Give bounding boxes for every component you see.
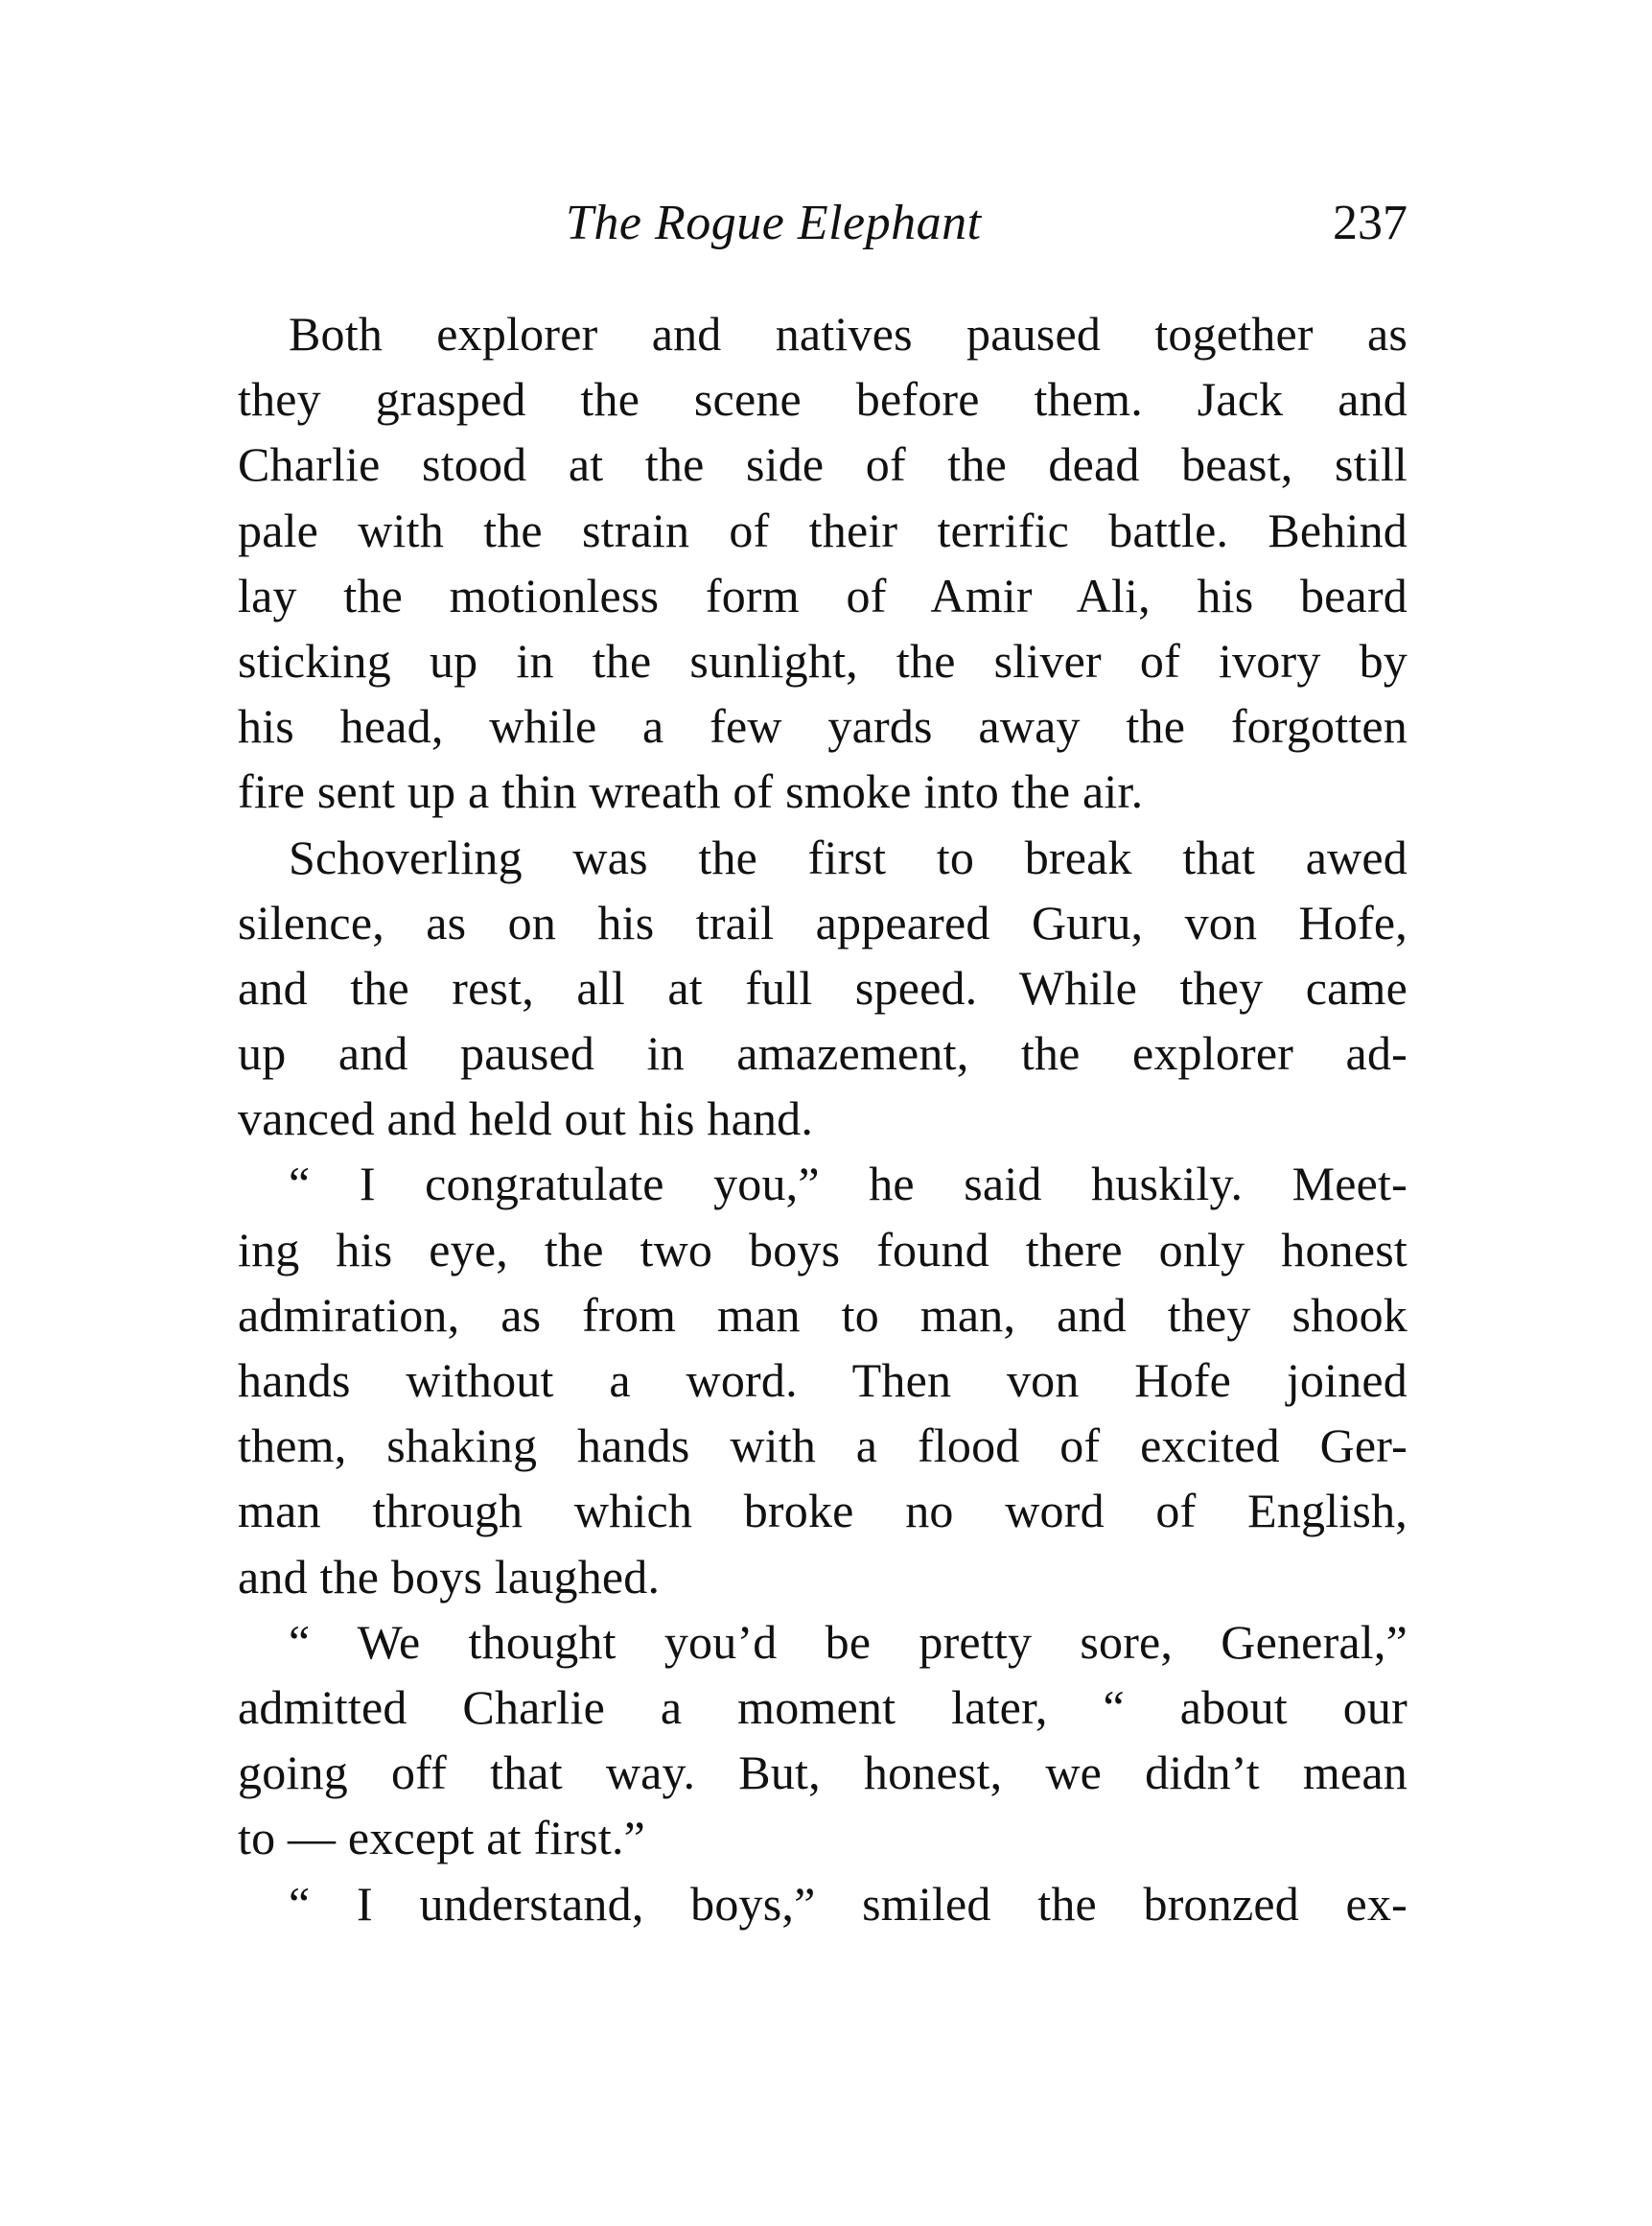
text-line: admiration, as from man to man, and they shook bbox=[238, 1287, 1408, 1342]
text-line: up and paused in amazement, the explorer ad- bbox=[238, 1026, 1408, 1081]
running-title: The Rogue Elephant bbox=[566, 196, 982, 250]
text-line: Both explorer and natives paused together as bbox=[289, 307, 1408, 361]
text-line: Charlie stood at the side of the dead beast, still bbox=[238, 437, 1408, 492]
text-line: Schoverling was the first to break that awed bbox=[289, 830, 1408, 884]
page-number: 237 bbox=[1333, 196, 1408, 250]
text-line: admitted Charlie a moment later, “ about our bbox=[238, 1679, 1408, 1734]
text-line: man through which broke no word of English, bbox=[238, 1484, 1408, 1538]
text-line: “ I congratulate you,” he said huskily. Meet- bbox=[289, 1157, 1408, 1211]
text-line: vanced and held out his hand. bbox=[238, 1091, 814, 1146]
body-text bbox=[238, 301, 1408, 1936]
text-line: “ We thought you’d be pretty sore, General,” bbox=[289, 1614, 1408, 1669]
text-line: and the rest, all at full speed. While they came bbox=[238, 960, 1408, 1015]
text-line: them, shaking hands with a flood of excited Ger- bbox=[238, 1418, 1408, 1473]
text-line: going off that way. But, honest, we didn’t mean bbox=[238, 1746, 1408, 1800]
text-line: his head, while a few yards away the forgotten bbox=[238, 699, 1408, 754]
text-line: “ I understand, boys,” smiled the bronzed ex- bbox=[289, 1876, 1408, 1931]
text-line: pale with the strain of their terrific battle. Behind bbox=[238, 503, 1408, 557]
text-line: to — except at first.” bbox=[238, 1811, 646, 1865]
text-line: hands without a word. Then von Hofe joined bbox=[238, 1353, 1408, 1407]
running-head bbox=[238, 190, 1408, 257]
text-line: fire sent up a thin wreath of smoke into the air. bbox=[238, 764, 1144, 819]
text-line: ing his eye, the two boys found there only honest bbox=[238, 1222, 1408, 1277]
text-line: sticking up in the sunlight, the sliver of ivory by bbox=[238, 633, 1408, 688]
text-line: and the boys laughed. bbox=[238, 1549, 661, 1604]
text-line: lay the motionless form of Amir Ali, his beard bbox=[238, 568, 1408, 622]
text-line: silence, as on his trail appeared Guru, von Hofe, bbox=[238, 895, 1408, 949]
text-line: they grasped the scene before them. Jack and bbox=[238, 372, 1408, 427]
